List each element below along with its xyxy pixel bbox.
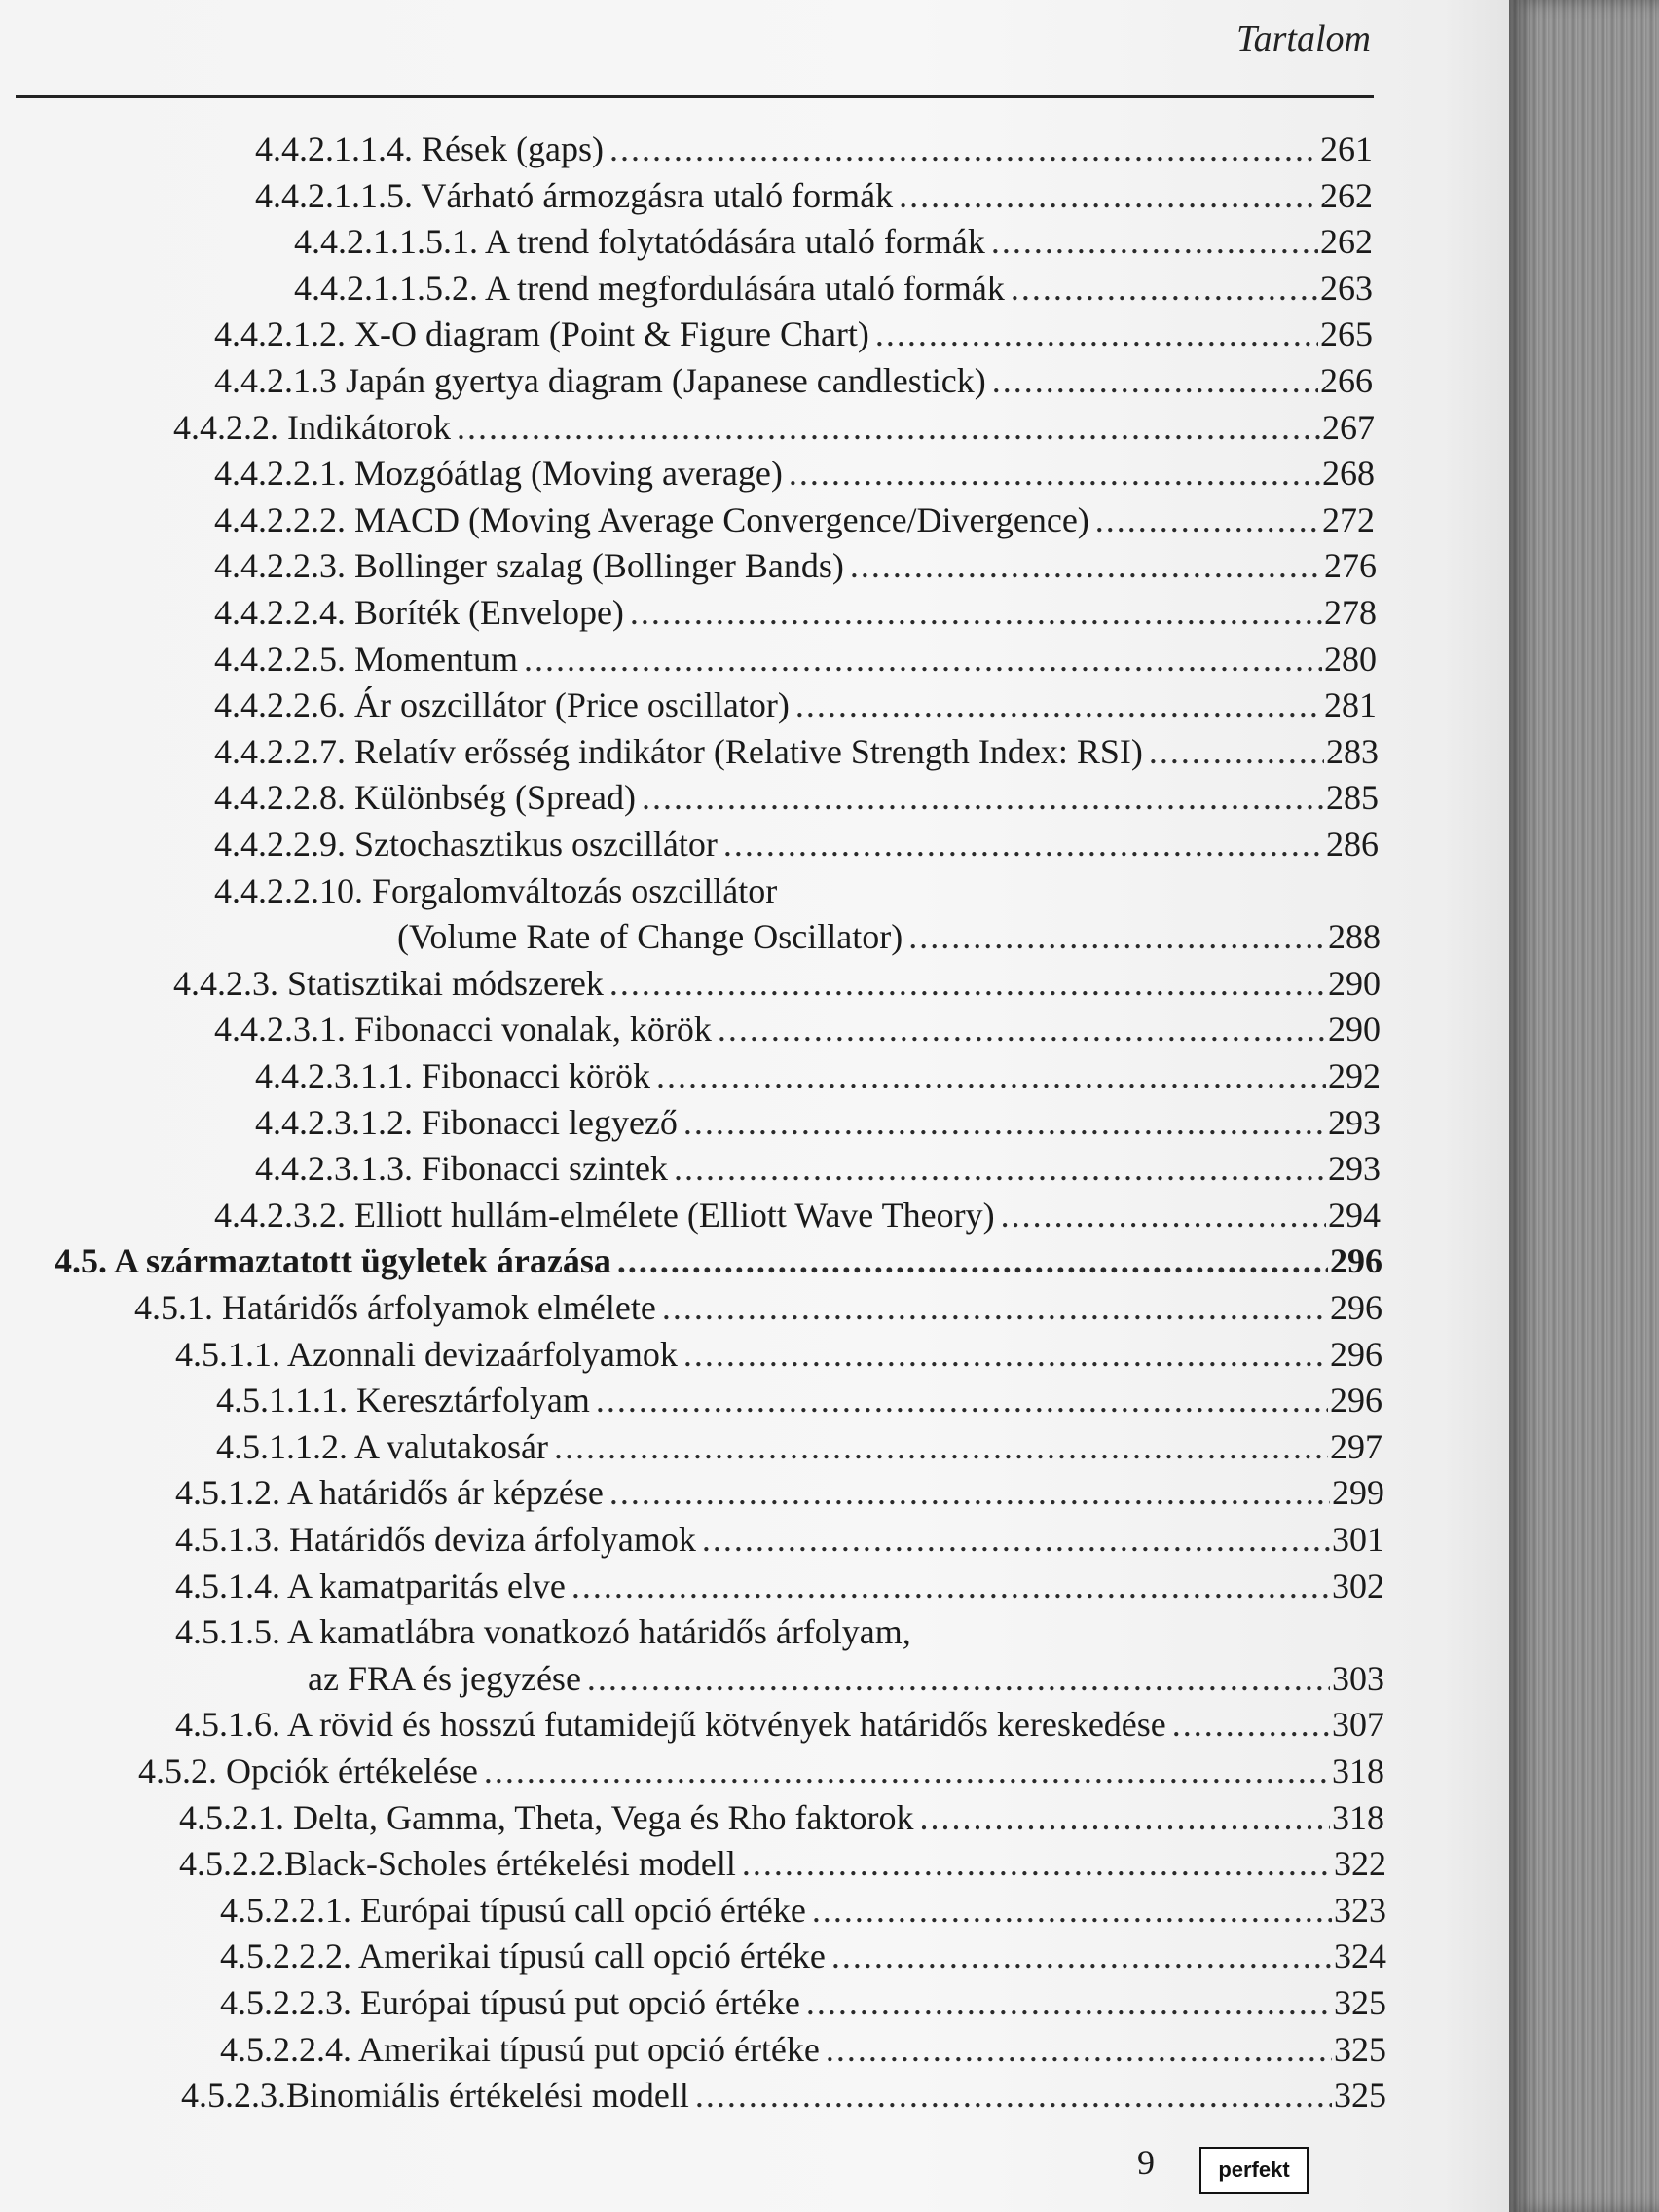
toc-entry: 4.4.2.1.1.5. Várható ármozgásra utaló formák ..... 262 [255, 175, 1373, 222]
next-page-edge [1509, 0, 1659, 2212]
toc-entry: 4.4.2.2.2. MACD (Moving Average Convergence/Divergence) ..... 272 [214, 499, 1375, 546]
toc-entry: 4.5.1. Határidős árfolyamok elmélete ..... 296 [134, 1287, 1382, 1334]
toc-entry: 4.5.2.3.Binomiális értékelési modell ..... 325 [181, 2075, 1386, 2121]
toc-entry: 4.5.1.1.2. A valutakosár ..... 297 [216, 1426, 1382, 1473]
toc-entry: 4.5.1.5. A kamatlábra vonatkozó határidős árfolyam, [175, 1612, 911, 1651]
toc-entry: 4.4.2.2.9. Sztochasztikus oszcillátor ..... 286 [214, 824, 1379, 870]
toc-entry: 4.5.1.2. A határidős ár képzése ..... 299 [175, 1472, 1384, 1519]
toc-entry: 4.5.2.2.2. Amerikai típusú call opció értéke ..... 324 [220, 1936, 1386, 1982]
toc-entry: 4.4.2.3.1. Fibonacci vonalak, körök ..... 290 [214, 1009, 1381, 1055]
toc-entry: 4.4.2.3.1.2. Fibonacci legyező ..... 293 [255, 1102, 1381, 1149]
header-rule [16, 95, 1374, 98]
toc-section-heading: 4.5. A származtatott ügyletek árazása ..... 296 [55, 1240, 1382, 1287]
toc-entry: 4.5.2.1. Delta, Gamma, Theta, Vega és Rho faktorok ..... 318 [179, 1797, 1384, 1844]
toc-entry: 4.5.1.1.1. Keresztárfolyam ..... 296 [216, 1380, 1382, 1426]
toc-entry: 4.5.1.1. Azonnali devizaárfolyamok ..... 296 [175, 1334, 1382, 1381]
toc-entry: 4.5.2.2.Black-Scholes értékelési modell ..... 322 [179, 1843, 1386, 1890]
toc-entry: 4.5.2.2.1. Európai típusú call opció értéke ..... 323 [220, 1890, 1386, 1936]
toc-entry: 4.4.2.3.1.3. Fibonacci szintek ..... 293 [255, 1148, 1381, 1195]
toc-entry: 4.4.2.2.1. Mozgóátlag (Moving average) ..... 268 [214, 453, 1375, 499]
toc-entry: 4.5.2. Opciók értékelése ..... 318 [138, 1751, 1384, 1797]
toc-entry: 4.5.1.6. A rövid és hosszú futamidejű kötvények határidős kereskedése ..... 307 [175, 1704, 1384, 1751]
toc-entry: 4.4.2.1.1.5.1. A trend folytatódására utaló formák ..... 262 [294, 221, 1373, 268]
toc-entry: 4.4.2.2.4. Boríték (Envelope) ..... 278 [214, 592, 1377, 639]
toc-entry: 4.4.2.2.3. Bollinger szalag (Bollinger Bands) ..... 276 [214, 545, 1377, 592]
toc-entry: 4.4.2.3. Statisztikai módszerek ..... 290 [173, 963, 1381, 1010]
toc-entry: 4.4.2.2.7. Relatív erősség indikátor (Relative Strength Index: RSI) ..... 283 [214, 731, 1379, 778]
toc-entry: 4.4.2.2. Indikátorok ..... 267 [173, 407, 1375, 454]
toc-entry: 4.4.2.2.10. Forgalomváltozás oszcillátor [214, 871, 778, 910]
publisher-logo: perfekt [1199, 2147, 1309, 2194]
toc-entry: 4.4.2.1.1.5.2. A trend megfordulására utaló formák ..... 263 [294, 268, 1373, 314]
toc-entry: 4.5.2.2.3. Európai típusú put opció értéke ..... 325 [220, 1982, 1386, 2029]
toc-entry: 4.5.2.2.4. Amerikai típusú put opció értéke ..... 325 [220, 2029, 1386, 2076]
toc-entry: 4.4.2.2.5. Momentum ..... 280 [214, 639, 1377, 685]
toc-entry: 4.4.2.1.2. X-O diagram (Point & Figure Chart) ..... 265 [214, 313, 1373, 360]
toc-entry: 4.5.1.3. Határidős deviza árfolyamok ..... 301 [175, 1519, 1384, 1566]
toc-entry: 4.4.2.2.6. Ár oszcillátor (Price oscillator) ..... 281 [214, 684, 1377, 731]
toc-entry: 4.4.2.3.2. Elliott hullám-elmélete (Elliott Wave Theory) ..... 294 [214, 1195, 1381, 1241]
page-number: 9 [1137, 2143, 1155, 2182]
toc-entry: 4.4.2.1.3 Japán gyertya diagram (Japanese candlestick) ..... 266 [214, 360, 1373, 407]
toc-entry: 4.5.1.4. A kamatparitás elve ..... 302 [175, 1566, 1384, 1612]
toc-entry: 4.4.2.2.8. Különbség (Spread) ..... 285 [214, 777, 1379, 824]
running-header-title: Tartalom [1236, 18, 1371, 59]
toc-entry: 4.4.2.1.1.4. Rések (gaps) ..... 261 [255, 129, 1373, 175]
toc-entry: az FRA és jegyzése ..... 303 [308, 1658, 1384, 1705]
toc-entry: (Volume Rate of Change Oscillator) ..... 288 [397, 916, 1381, 963]
toc-entry: 4.4.2.3.1.1. Fibonacci körök ..... 292 [255, 1055, 1381, 1102]
